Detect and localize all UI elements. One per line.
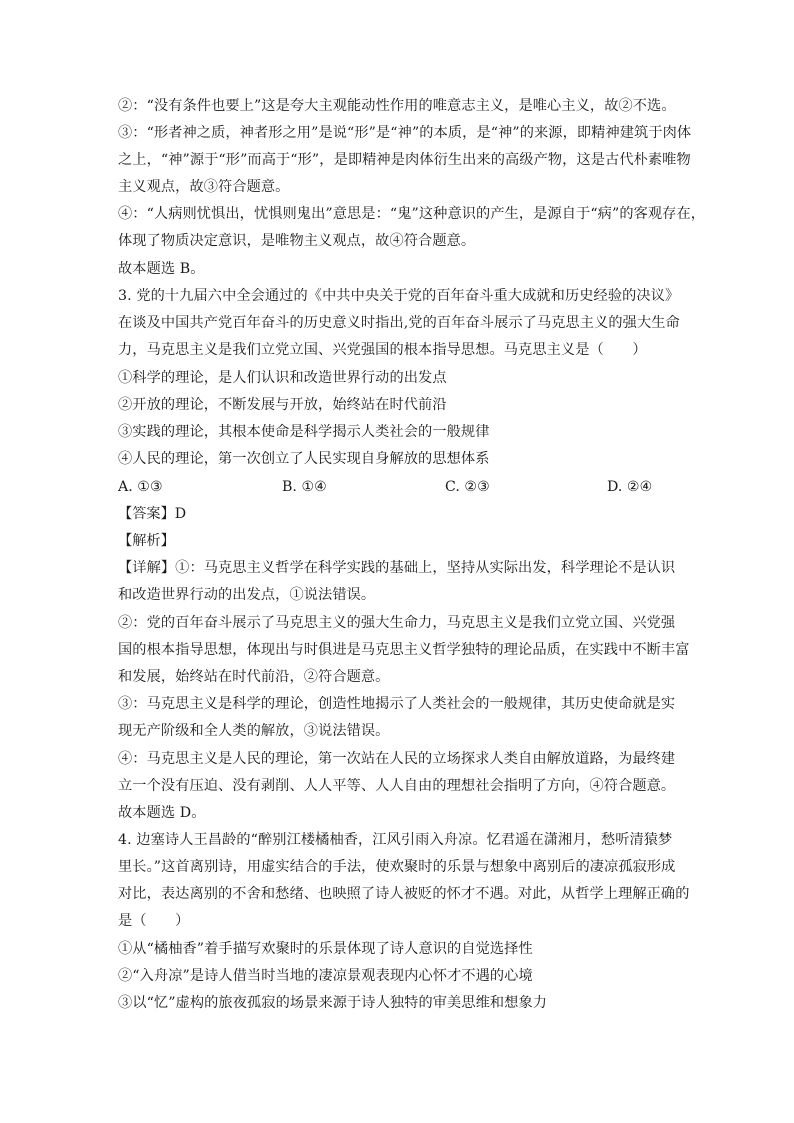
text-line: 力，马克思主义是我们立党立国、兴党强国的根本指导思想。马克思主义是（ ） <box>118 342 647 358</box>
text-line: ③：“形者神之质，神者形之用”是说“形”是“神”的本质，是“神”的来源，即精神建筑于肉体 <box>118 125 692 141</box>
question-4-stem: 4. 边塞诗人王昌龄的“醉别江楼橘柚香，江风引雨入舟凉。忆君遥在潇湘月，愁听清猿梦 <box>118 832 673 848</box>
statement-item: ③实践的理论，其根本使命是科学揭示人类社会的一般规律 <box>118 424 490 440</box>
text-line: 之上，“神”源于“形”而高于“形”，是即精神是肉体衍生出来的高级产物，这是古代朴素唯物 <box>118 152 691 168</box>
text-line: 体现了物质决定意识，是唯物主义观点，故④符合题意。 <box>118 233 476 249</box>
text-line: 故本题选 D。 <box>118 805 206 821</box>
text-line: 主义观点，故③符合题意。 <box>118 179 290 195</box>
text-line: 国的根本指导思想，体现出与时俱进是马克思主义哲学独特的理论品质，在实践中不断丰富 <box>118 642 690 658</box>
option-c: C. ②③ <box>445 479 490 495</box>
text-line: ④：“人病则忧惧出，忧惧则鬼出”意思是：“鬼”这种意识的产生，是源自于“病”的客观存在， <box>118 206 706 222</box>
detail-tag: 【详解】 <box>118 560 176 576</box>
statement-item: ③以“忆”虚构的旅夜孤寂的场景来源于诗人独特的审美思维和想象力 <box>118 995 548 1011</box>
statement-item: ①科学的理论，是人们认识和改造世界行动的出发点 <box>118 370 447 386</box>
statement-item: ②“入舟凉”是诗人借当时当地的凄凉景观表现内心怀才不遇的心境 <box>118 968 533 984</box>
statement-item: ④人民的理论，第一次创立了人民实现自身解放的思想体系 <box>118 451 490 467</box>
analysis-tag: 【解析】 <box>118 533 175 549</box>
text-line: 对比，表达离别的不舍和愁绪、也映照了诗人被贬的怀才不遇。对此，从哲学上理解正确的 <box>118 886 690 902</box>
answer-tag: 【答案】 <box>118 506 175 522</box>
detail-text: ①：马克思主义哲学在科学实践的基础上，坚持从实际出发，科学理论不是认识 <box>175 560 676 576</box>
text-line: 里长。”这首离别诗，用虚实结合的手法，使欢聚时的乐景与想象中离别后的凄凉孤寂形成 <box>118 859 676 875</box>
option-b: B. ①④ <box>282 479 327 495</box>
answer-line <box>118 504 186 524</box>
statement-item: ②开放的理论，不断发展与开放，始终站在时代前沿 <box>118 397 447 413</box>
text-line: 现无产阶级和全人类的解放，③说法错误。 <box>118 723 390 739</box>
text-line: 和改造世界行动的出发点，①说法错误。 <box>118 587 376 603</box>
answer-value: D <box>174 506 187 522</box>
text-line: 在谈及中国共产党百年奋斗的历史意义时指出,党的百年奋斗展示了马克思主义的强大生命 <box>118 315 680 331</box>
text-line: 立一个没有压迫、没有剥削、人人平等、人人自由的理想社会指明了方向，④符合题意。 <box>118 778 676 794</box>
text-line: 故本题选 B。 <box>118 261 205 277</box>
text-line: ②：党的百年奋斗展示了马克思主义的强大生命力，马克思主义是我们立党立国、兴党强 <box>118 615 676 631</box>
text-line: 是（ ） <box>118 913 190 929</box>
question-3-stem: 3. 党的十九届六中全会通过的《中共中央关于党的百年奋斗重大成就和历史经验的决议》 <box>118 288 680 304</box>
text-line: 和发展，始终站在时代前沿，②符合题意。 <box>118 669 390 685</box>
option-d: D. ②④ <box>607 479 653 495</box>
text-line: ③：马克思主义是科学的理论，创造性地揭示了人类社会的一般规律，其历史使命就是实 <box>118 696 676 712</box>
text-line: ②：“没有条件也要上”这是夸大主观能动性作用的唯意志主义，是唯心主义，故②不选。 <box>118 98 676 114</box>
text-line: ④：马克思主义是人民的理论，第一次站在人民的立场探求人类自由解放道路，为最终建 <box>118 751 676 767</box>
detail-line <box>118 558 678 578</box>
statement-item: ①从“橘柚香”着手描写欢聚时的乐景体现了诗人意识的自觉选择性 <box>118 941 533 957</box>
option-a: A. ①③ <box>118 479 163 495</box>
